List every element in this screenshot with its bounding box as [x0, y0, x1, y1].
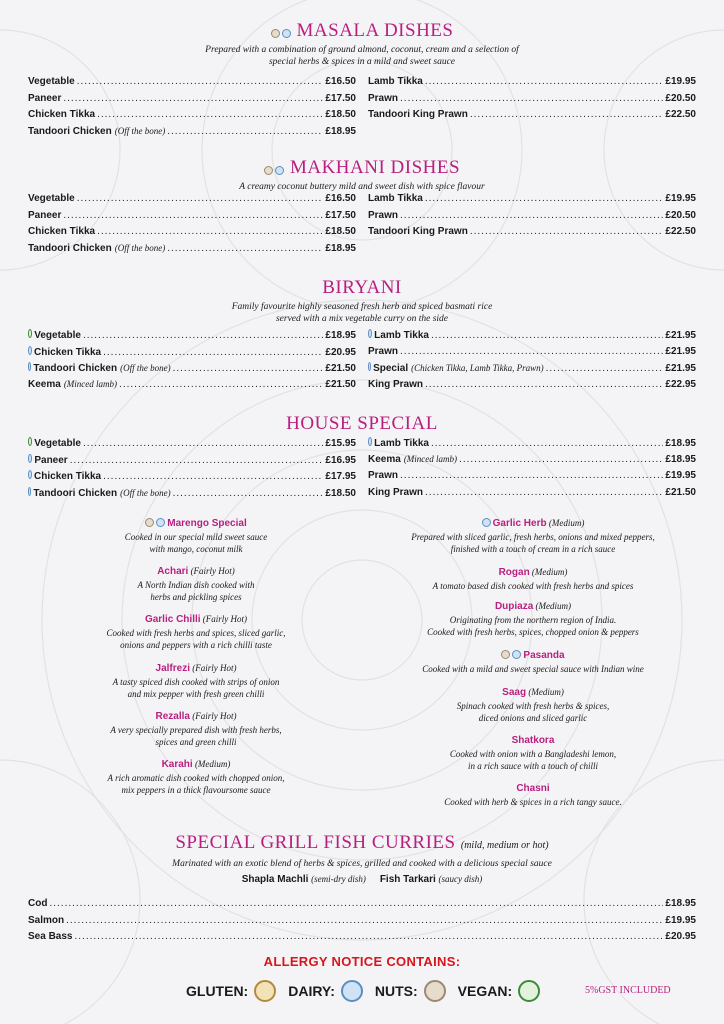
menu-item-name: Prawn [368, 92, 399, 104]
menu-item-name: Sea Bass [28, 931, 73, 942]
dot-leader [66, 915, 663, 926]
special-dish-heat: (Medium) [528, 687, 564, 697]
special-dish-name: Garlic Herb [492, 518, 547, 529]
fish-list [28, 898, 696, 948]
menu-item [28, 329, 356, 346]
nuts-icon [264, 166, 273, 175]
dot-leader [431, 330, 663, 341]
menu-item [368, 210, 696, 227]
special-dish-desc: Prepared with sliced garlic, fresh herbs, onions and mixed peppers, [411, 532, 655, 542]
menu-item-name: King Prawn [368, 378, 424, 390]
allergy-notice-title: ALLERGY NOTICE CONTAINS: [263, 954, 461, 969]
menu-item-price: £16.50 [325, 76, 356, 87]
menu-item [368, 362, 696, 379]
special-dish-heat: (Medium) [548, 518, 585, 528]
menu-item [28, 915, 696, 932]
dairy-icon [28, 362, 31, 371]
house-left-list [28, 437, 356, 503]
menu-item [28, 76, 356, 93]
menu-item-name: Prawn [368, 209, 399, 221]
nuts-icon [501, 650, 510, 659]
menu-item-note: (Minced lamb) [63, 378, 118, 389]
menu-item-price: £22.50 [665, 109, 696, 120]
dairy-icon [341, 980, 363, 1002]
special-dish-name: Marengo Special [167, 518, 247, 529]
menu-item [28, 109, 356, 126]
menu-item-price: £18.95 [665, 438, 696, 449]
menu-item-name: Prawn [368, 345, 399, 357]
special-dish-desc: Cooked with onion with a Bangladeshi lemon, [449, 749, 617, 759]
dot-leader [77, 193, 324, 204]
menu-item-price: £22.95 [665, 378, 696, 390]
dairy-icon [512, 650, 521, 659]
menu-item [368, 76, 696, 93]
menu-item-name: Chicken Tikka [34, 471, 102, 482]
dot-leader [167, 243, 323, 254]
menu-item-name: Tandoori Chicken [33, 487, 118, 499]
special-dish [383, 682, 683, 724]
dot-leader [167, 126, 323, 137]
special-dish-name: Pasanda [523, 650, 565, 661]
menu-item-name: Vegetable [34, 438, 81, 449]
special-dish-desc: Originating from the northern region of India. [449, 615, 617, 625]
dot-leader [400, 346, 663, 357]
dot-leader [546, 363, 664, 374]
menu-item-name: Chicken Tikka [34, 346, 102, 358]
section-title-makhani: MAKHANI DISHES [0, 157, 724, 180]
menu-item [28, 470, 356, 487]
allergy-nuts-label: NUTS: [374, 983, 418, 999]
menu-item [368, 226, 696, 243]
special-dish-desc: Spinach cooked with fresh herbs & spices, [456, 701, 610, 711]
special-dish [66, 561, 326, 603]
menu-item [368, 109, 696, 126]
menu-item-price: £20.95 [665, 931, 696, 942]
dot-leader [77, 76, 324, 87]
menu-item-price: £17.95 [325, 471, 356, 482]
menu-item-price: £22.50 [665, 226, 696, 237]
dot-leader [425, 193, 664, 204]
menu-item-name: Lamb Tikka [374, 330, 429, 341]
special-dish-desc: Cooked with fresh herbs, spices, chopped onion & peppers [427, 627, 639, 637]
menu-item [28, 437, 356, 454]
menu-item [368, 193, 696, 210]
special-dish-desc: Cooked with a mild and sweet special sauce with Indian wine [422, 664, 644, 674]
dot-leader [103, 347, 323, 358]
menu-item [28, 379, 356, 396]
special-dish [383, 645, 683, 675]
special-dish-desc: finished with a touch of cream in a rich sauce [450, 544, 616, 554]
menu-item-price: £19.95 [665, 470, 696, 481]
special-dish-heat: (Medium) [531, 567, 568, 577]
special-dish-name: Chasni [516, 783, 550, 794]
menu-item-name: Vegetable [28, 193, 75, 204]
menu-item-price: £19.95 [665, 193, 696, 204]
menu-item-name: Keema [368, 453, 401, 465]
menu-item-name: Tandoori Chicken [28, 125, 112, 137]
special-dish [66, 706, 326, 748]
special-dish-name: Shatkora [511, 735, 555, 746]
house-right-list [368, 437, 696, 503]
dot-leader [425, 487, 663, 498]
menu-item [28, 487, 356, 504]
menu-item-price: £21.95 [665, 330, 696, 341]
special-dish-desc: A rich aromatic dish cooked with chopped onion, [107, 773, 285, 783]
masala-left-list [28, 76, 356, 142]
vegan-icon [28, 437, 32, 446]
special-dish-name: Dupiaza [494, 601, 534, 612]
menu-item [368, 454, 696, 471]
menu-item-name: Lamb Tikka [374, 438, 429, 449]
special-dish-name: Rogan [498, 567, 530, 578]
special-dish-heat: (Medium) [535, 601, 572, 611]
section-title-masala: MASALA DISHES [0, 20, 724, 43]
menu-item [28, 243, 356, 260]
dairy-icon [28, 487, 31, 496]
special-dish-heat: (Fairly Hot) [190, 566, 235, 576]
biryani-left-list [28, 329, 356, 395]
section-title-house-special: HOUSE SPECIAL [286, 413, 438, 434]
special-dish [383, 778, 683, 808]
vegan-icon [518, 980, 540, 1002]
gst-note: 5%GST INCLUDED [585, 985, 671, 996]
dot-leader [470, 109, 664, 120]
special-dish-desc: A tasty spiced dish cooked with strips of onion [112, 677, 280, 687]
menu-item-name: Lamb Tikka [368, 193, 423, 204]
dairy-icon [282, 29, 291, 38]
section-desc-biryani: Family favourite highly seasoned fresh herb and spiced basmati rice served with a mix vegetable curry on the side [231, 302, 493, 324]
menu-item-name: Lamb Tikka [368, 76, 423, 87]
special-dish-desc: onions and peppers with a rich chilli taste [120, 640, 272, 650]
menu-item-name: Keema [28, 378, 61, 390]
menu-item [368, 487, 696, 504]
menu-item-price: £20.50 [665, 92, 696, 104]
dairy-icon [28, 454, 32, 463]
menu-item-price: £21.95 [665, 345, 696, 357]
dot-leader [400, 210, 663, 221]
menu-item-name: Tandoori Chicken [33, 363, 118, 374]
makhani-left-list [28, 193, 356, 259]
fish-options: Shapla Machli (semi-dry dish) Fish Tarkari (saucy dish) [241, 874, 483, 885]
menu-item-price: £18.50 [325, 109, 356, 120]
special-dish-name: Achari [157, 566, 189, 577]
menu-item [28, 126, 356, 143]
masala-right-list [368, 76, 696, 126]
menu-item-price: £18.50 [325, 226, 356, 237]
dot-leader [173, 363, 324, 374]
menu-item [28, 346, 356, 363]
menu-item [368, 379, 696, 396]
menu-item-name: Chicken Tikka [28, 109, 96, 120]
menu-item-name: Paneer [28, 209, 62, 221]
menu-item-name: Cod [28, 898, 48, 909]
menu-item [28, 931, 696, 948]
section-desc-makhani: A creamy coconut buttery mild and sweet dish with spice flavour [239, 182, 485, 192]
biryani-right-list [368, 329, 696, 395]
menu-item-price: £18.95 [325, 242, 356, 254]
special-dish-name: Rezalla [155, 711, 190, 722]
menu-item-price: £21.95 [665, 363, 696, 374]
menu-item-name: Chicken Tikka [28, 226, 96, 237]
special-dish-heat: (Fairly Hot) [192, 663, 237, 673]
menu-item-price: £20.50 [665, 209, 696, 221]
dot-leader [74, 931, 663, 942]
special-dish-desc: A North Indian dish cooked with [137, 580, 255, 590]
menu-item [368, 329, 696, 346]
special-dish-desc: Cooked with fresh herbs and spices, sliced garlic, [106, 628, 286, 638]
menu-item-price: £18.95 [665, 453, 696, 465]
special-dish [66, 754, 326, 796]
special-dish-desc: diced onions and sliced garlic [478, 713, 588, 723]
menu-item [368, 93, 696, 110]
menu-item [28, 193, 356, 210]
section-desc-masala: Prepared with a combination of ground almond, coconut, cream and a selection of special herbs & spices in a mild and sweet sauce [205, 45, 519, 67]
menu-item-name: Salmon [28, 914, 65, 926]
dot-leader [425, 379, 663, 390]
dairy-icon [275, 166, 284, 175]
special-dish-desc: Cooked in our special mild sweet sauce [124, 532, 268, 542]
allergy-gluten-label: GLUTEN: [186, 983, 249, 999]
special-dish-desc: mix peppers in a thick flavoursome sauce [121, 785, 271, 795]
dot-leader [49, 898, 663, 909]
special-dish-heat: (Medium) [194, 759, 231, 769]
menu-item-name: King Prawn [368, 486, 424, 498]
dot-leader [425, 76, 664, 87]
menu-item-name: Tandoori King Prawn [368, 226, 468, 237]
menu-item-price: £16.50 [325, 193, 356, 204]
menu-item [28, 226, 356, 243]
menu-item-name: Prawn [368, 470, 399, 481]
menu-item [368, 437, 696, 454]
menu-item-price: £18.95 [665, 898, 696, 909]
menu-item-price: £18.50 [325, 487, 356, 499]
menu-item [28, 362, 356, 379]
special-dish-name: Garlic Chilli [144, 614, 201, 625]
dot-leader [119, 379, 323, 390]
special-dish-heat: (Fairly Hot) [202, 614, 248, 624]
menu-item-price: £18.95 [325, 330, 356, 341]
dot-leader [400, 470, 663, 481]
menu-item [28, 93, 356, 110]
menu-item-price: £15.95 [325, 438, 356, 449]
special-dish [66, 513, 326, 555]
menu-item-price: £19.95 [665, 76, 696, 87]
menu-item-price: £20.95 [325, 346, 356, 358]
menu-item-price: £19.95 [665, 914, 696, 926]
special-dish-desc: Cooked with herb & spices in a rich tangy sauce. [444, 797, 622, 807]
menu-item-name: Special [373, 363, 409, 374]
vegan-icon [28, 329, 32, 338]
special-dish [383, 513, 683, 555]
gluten-icon [254, 980, 276, 1002]
menu-item [28, 898, 696, 915]
section-title-biryani: BIRYANI [322, 277, 402, 298]
menu-item-name: Tandoori King Prawn [368, 109, 468, 120]
menu-item-price: £21.50 [325, 363, 356, 374]
special-dish [383, 562, 683, 592]
menu-item-price: £18.95 [325, 125, 356, 137]
dairy-icon [368, 329, 372, 338]
dot-leader [83, 330, 323, 341]
menu-item-note: (Off the bone) [120, 487, 171, 498]
special-dish-name: Jalfrezi [155, 663, 190, 674]
dairy-icon [368, 362, 371, 371]
special-dish-name: Karahi [161, 759, 193, 770]
dot-leader [431, 438, 663, 449]
dot-leader [83, 438, 323, 449]
special-dish-desc: A tomato based dish cooked with fresh herbs and spices [432, 581, 634, 591]
special-dish-desc: spices and green chilli [155, 737, 237, 747]
menu-item [28, 454, 356, 471]
nuts-icon [424, 980, 446, 1002]
menu-item [368, 346, 696, 363]
special-dish-heat: (Fairly Hot) [192, 711, 237, 721]
special-dish-name: Saag [502, 687, 527, 698]
dot-leader [63, 93, 323, 104]
makhani-right-list [368, 193, 696, 243]
dairy-icon [368, 437, 372, 446]
special-dish [383, 596, 683, 638]
dairy-icon [28, 470, 32, 479]
section-desc-fish: Marinated with an exotic blend of herbs & spices, grilled and cooked with a delicious special sauce [172, 859, 552, 869]
dot-leader [97, 226, 323, 237]
menu-item-note: (Minced lamb) [403, 453, 458, 464]
dairy-icon [28, 346, 32, 355]
special-dish-desc: and mix pepper with fresh green chilli [127, 689, 265, 699]
menu-item-name: Paneer [28, 92, 62, 104]
dairy-icon [482, 518, 491, 527]
menu-item [368, 470, 696, 487]
allergy-vegan-label: VEGAN: [457, 983, 513, 999]
menu-item-note: (Off the bone) [114, 242, 166, 253]
menu-item-price: £21.50 [665, 486, 696, 498]
special-dish-desc: with mango, coconut milk [149, 544, 243, 554]
dot-leader [103, 471, 323, 482]
special-dish [66, 609, 326, 651]
special-dish [383, 730, 683, 772]
dot-leader [173, 488, 324, 499]
dot-leader [470, 226, 664, 237]
menu-item-note: (Chicken Tikka, Lamb Tikka, Prawn) [411, 363, 544, 373]
dot-leader [400, 93, 663, 104]
menu-item-price: £16.95 [325, 454, 356, 466]
menu-item [28, 210, 356, 227]
section-title-fish: SPECIAL GRILL FISH CURRIES (mild, medium or hot) [175, 832, 549, 853]
menu-item-name: Vegetable [28, 76, 75, 87]
allergy-dairy-label: DAIRY: [288, 983, 335, 999]
special-dish-desc: A very specially prepared dish with fresh herbs, [110, 725, 282, 735]
menu-item-name: Tandoori Chicken [28, 242, 112, 254]
dot-leader [97, 109, 323, 120]
menu-item-note: (Off the bone) [114, 125, 166, 136]
dairy-icon [156, 518, 165, 527]
menu-item-name: Vegetable [34, 330, 81, 341]
nuts-icon [271, 29, 280, 38]
menu-item-name: Paneer [34, 454, 68, 466]
dot-leader [70, 455, 324, 466]
special-dish [66, 658, 326, 700]
menu-item-price: £17.50 [325, 209, 356, 221]
allergy-legend [186, 980, 546, 1002]
menu-item-price: £21.50 [325, 378, 356, 390]
dot-leader [63, 210, 323, 221]
special-dish-desc: herbs and pickling spices [150, 592, 242, 602]
menu-item-note: (Off the bone) [120, 363, 171, 373]
special-dish-desc: in a rich sauce with a touch of chilli [468, 761, 598, 771]
nuts-icon [145, 518, 154, 527]
menu-item-price: £17.50 [325, 92, 356, 104]
dot-leader [459, 454, 663, 465]
